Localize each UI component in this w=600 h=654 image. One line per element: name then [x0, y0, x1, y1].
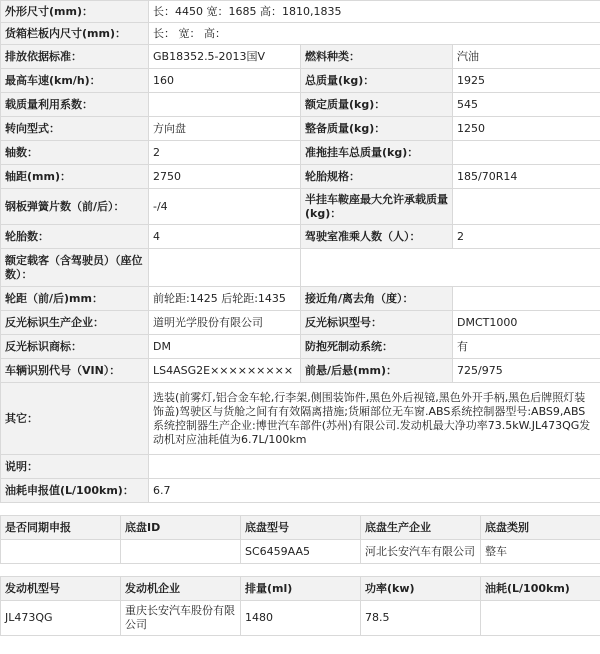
track-label: 轮距（前/后)mm： [1, 287, 149, 311]
engine-power-value: 78.5 [361, 601, 481, 636]
rated-load-value: 545 [453, 93, 600, 117]
refl-maker-value: 道明光学股份有限公司 [149, 311, 301, 335]
axles-value: 2 [149, 141, 301, 165]
section-gap [0, 564, 600, 576]
engine-header-fuel: 油耗(L/100km) [481, 577, 600, 601]
refl-brand-label: 反光标识商标： [1, 335, 149, 359]
refl-brand-value: DM [149, 335, 301, 359]
curb-value: 1250 [453, 117, 600, 141]
wheelbase-label: 轴距(mm)： [1, 165, 149, 189]
vin-value: LS4ASG2E××××××××× [149, 359, 301, 383]
chassis-model-value: SC6459AA5 [241, 540, 361, 564]
saddle-label: 半挂车鞍座最大允许承载质量(kg)： [301, 189, 453, 225]
steer-value: 方向盘 [149, 117, 301, 141]
tires-label: 轮胎数： [1, 225, 149, 249]
chassis-header-type: 底盘类别 [481, 516, 600, 540]
vin-label: 车辆识别代号（VIN）： [1, 359, 149, 383]
tires-value: 4 [149, 225, 301, 249]
dims-label: 外形尺寸(mm)： [1, 1, 149, 23]
springs-label: 钢板弹簧片数（前/后）： [1, 189, 149, 225]
fuel-label: 燃料种类： [301, 45, 453, 69]
other-label: 其它： [1, 383, 149, 455]
util-label: 载质量利用系数： [1, 93, 149, 117]
fuel-value: 汽油 [453, 45, 600, 69]
seats-label: 额定载客（含驾驶员）（座位数）： [1, 249, 149, 287]
wheelbase-value: 2750 [149, 165, 301, 189]
steer-label: 转向型式： [1, 117, 149, 141]
approach-label: 接近角/离去角（度）： [301, 287, 453, 311]
fuel-cons-label: 油耗申报值(L/100km)： [1, 479, 149, 503]
total-mass-label: 总质量(kg)： [301, 69, 453, 93]
chassis-header-id: 底盘ID [121, 516, 241, 540]
util-value [149, 93, 301, 117]
seats-value [149, 249, 301, 287]
other-value: 选装(前雾灯,铝合金车轮,行李架,侧围装饰件,黑色外后视镜,黑色外开手柄,黑色后牌照灯装饰盖)驾驶区与货舱之间有有效隔离措施;货厢部位无车窗.ABS系统控制器型号:ABS9,ABS系统控制器生产企业:博世汽车部件(苏州)有限公司.发动机最大净功率73.5kW.JL473QG发动机对应油耗值为6.7L/100km [149, 383, 600, 455]
tire-label: 轮胎规格： [301, 165, 453, 189]
chassis-type-value: 整车 [481, 540, 600, 564]
chassis-id-value [121, 540, 241, 564]
approach-value [453, 287, 600, 311]
overhang-value: 725/975 [453, 359, 600, 383]
engine-displacement-value: 1480 [241, 601, 361, 636]
fuel-cons-value: 6.7 [149, 479, 600, 503]
section-gap [0, 503, 600, 515]
tire-value: 185/70R14 [453, 165, 600, 189]
refl-maker-label: 反光标识生产企业： [1, 311, 149, 335]
speed-label: 最高车速(km/h)： [1, 69, 149, 93]
emission-value: GB18352.5-2013国Ⅴ [149, 45, 301, 69]
abs-label: 防抱死制动系统： [301, 335, 453, 359]
refl-model-value: DMCT1000 [453, 311, 600, 335]
axles-label: 轴数： [1, 141, 149, 165]
engine-model-value: JL473QG [1, 601, 121, 636]
speed-value: 160 [149, 69, 301, 93]
cab-label: 驾驶室准乘人数（人）： [301, 225, 453, 249]
engine-fuel-value [481, 601, 600, 636]
curb-label: 整备质量(kg)： [301, 117, 453, 141]
chassis-sync-value [1, 540, 121, 564]
tow-value [453, 141, 600, 165]
chassis-table [0, 515, 600, 564]
engine-header-displacement: 排量(ml) [241, 577, 361, 601]
overhang-label: 前悬/后悬(mm)： [301, 359, 453, 383]
dims-value: 长：4450 宽：1685 高：1810,1835 [149, 1, 600, 23]
engine-header-power: 功率(kw) [361, 577, 481, 601]
chassis-maker-value: 河北长安汽车有限公司 [361, 540, 481, 564]
rated-load-label: 额定质量(kg)： [301, 93, 453, 117]
chassis-header-maker: 底盘生产企业 [361, 516, 481, 540]
cargo-value: 长： 宽： 高： [149, 23, 600, 45]
saddle-value [453, 189, 600, 225]
engine-table [0, 576, 600, 636]
engine-header-maker: 发动机企业 [121, 577, 241, 601]
total-mass-value: 1925 [453, 69, 600, 93]
chassis-header-model: 底盘型号 [241, 516, 361, 540]
cab-value: 2 [453, 225, 600, 249]
seats-empty [301, 249, 600, 287]
note-label: 说明： [1, 455, 149, 479]
engine-header-model: 发动机型号 [1, 577, 121, 601]
engine-maker-value: 重庆长安汽车股份有限公司 [121, 601, 241, 636]
tow-label: 准拖挂车总质量(kg)： [301, 141, 453, 165]
note-value [149, 455, 600, 479]
refl-model-label: 反光标识型号： [301, 311, 453, 335]
emission-label: 排放依据标准： [1, 45, 149, 69]
chassis-header-sync: 是否同期申报 [1, 516, 121, 540]
track-value: 前轮距:1425 后轮距:1435 [149, 287, 301, 311]
cargo-label: 货箱栏板内尺寸(mm)： [1, 23, 149, 45]
abs-value: 有 [453, 335, 600, 359]
springs-value: -/4 [149, 189, 301, 225]
